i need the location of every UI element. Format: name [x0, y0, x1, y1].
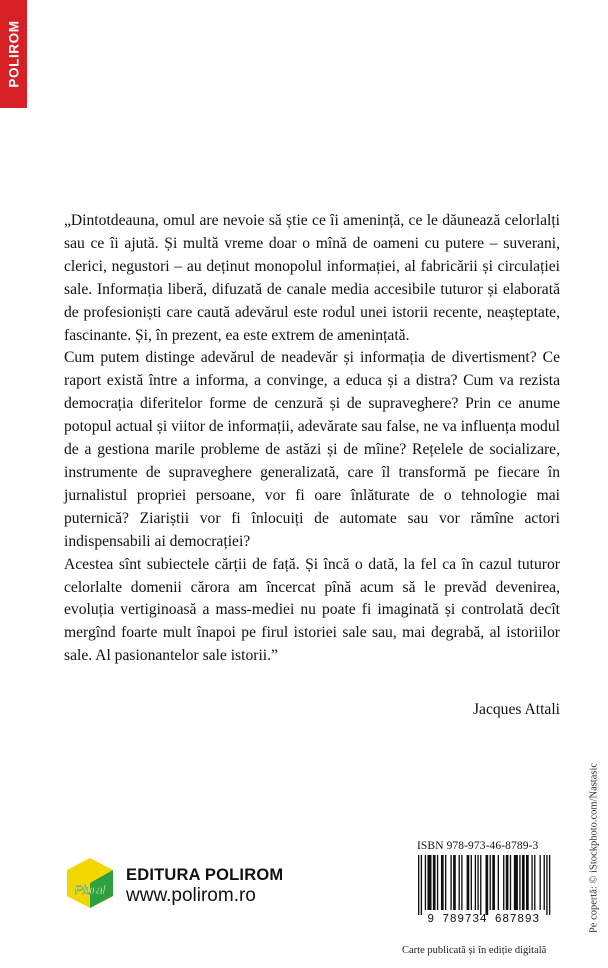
blurb-paragraph-1: „Dintotdeauna, omul are nevoie să știe ce îi amenință, ce le dăunează celorlalți sau ce îi ajută. Și multă vreme doar o mînă de oameni cu putere – suverani, clerici, negustori – au deținut monopolul informației, al fabricării și circulației sale. Informația liberă, difuzată de canale media accesibile tuturor și elaborată de profesioniști care caută adevărul este rodul unei istorii recente, neașteptate, fascinante. Și, în prezent, ea este extrem de amenințată. [64, 212, 560, 344]
barcode-bar [503, 855, 504, 910]
barcode-bar [427, 855, 431, 910]
blurb-paragraph-3: Acestea sînt subiectele cărții de față. Și încă o dată, la fel ca în cazul tuturor celorlalte domenii cărora am încercat pînă acum să le prevăd devenirea, evoluția vertiginoasă a mass-mediei nu poate fi imaginată și controlată decît mergînd foarte mult înapoi pe firul istoriei sale sau, mai degrabă, al istoriilor sale. Al pasionantelor sale istorii.” [64, 555, 560, 665]
barcode-bar [480, 855, 481, 915]
barcode-bar [459, 855, 460, 910]
barcode-digits: 9 789734 687893 [427, 913, 540, 925]
barcode-bar [486, 855, 489, 915]
back-cover-blurb [64, 210, 560, 668]
barcode-bar [425, 855, 426, 910]
barcode-bar [498, 855, 499, 910]
barcode-bar [526, 855, 529, 910]
barcode-bar [418, 855, 419, 915]
barcode-bar [441, 855, 444, 910]
barcode-bar [453, 855, 456, 910]
publisher-name: EDITURA POLIROM [126, 866, 284, 884]
barcode-bar [461, 855, 462, 910]
barcode-bar [437, 855, 438, 910]
digital-edition-note: Carte publicată și în ediție digitală [402, 945, 547, 956]
plural-logo-icon [63, 856, 117, 910]
barcode-bar [433, 855, 436, 910]
barcode-bar [514, 855, 518, 910]
isbn-barcode [406, 855, 561, 925]
publisher-url: www.polirom.ro [126, 885, 256, 906]
barcode-bar [519, 855, 520, 910]
cover-photo-credit: Pe copertă: © iStockphoto.com/Nastasic [588, 762, 600, 934]
barcode-bar [540, 855, 541, 910]
barcode-bar [544, 855, 545, 910]
barcode-bar [450, 855, 451, 910]
barcode-bar [490, 855, 491, 910]
barcode-bar [421, 855, 422, 915]
barcode-bar [475, 855, 476, 910]
barcode-bar [531, 855, 532, 910]
polirom-brand-strip [0, 0, 27, 108]
barcode-bar [506, 855, 509, 910]
barcode-bars [418, 855, 550, 915]
barcode-bar [522, 855, 525, 910]
barcode-bar [546, 855, 547, 915]
isbn-label: ISBN 978-973-46-8789-3 [417, 840, 539, 852]
barcode-bar [445, 855, 446, 910]
barcode-bar [467, 855, 470, 910]
plural-logo-text: Plural [74, 883, 106, 897]
barcode-bar [477, 855, 478, 910]
barcode-bar [471, 855, 472, 910]
author-signature: Jacques Attali [472, 701, 560, 718]
barcode-bar [492, 855, 495, 910]
barcode-bar [534, 855, 535, 910]
brand-strip-label: POLIROM [6, 20, 22, 88]
barcode-bar [549, 855, 550, 915]
blurb-paragraph-2: Cum putem distinge adevărul de neadevăr și informația de divertisment? Ce raport există între a informa, a convinge, a educa și a distra? Cum va rezista democrația diferitelor forme de cenzură și de supraveghere? Prin ce anume potopul actual și viitor de informații, adevărate sau false, ne va influența modul de a gestiona marile probleme de astăzi și de mîine? Rețelele de socializare, instrumente de supraveghere generalizată, care îl transformă pe fiecare în jurnalistul propriei persoane, vor fi oare înlăturate de o tehnologie mai puternică? Ziariștii vor fi înlocuiți de automate sau vor rămîne actori indispensabili ai democrației? [64, 349, 560, 550]
barcode-bar [510, 855, 511, 910]
